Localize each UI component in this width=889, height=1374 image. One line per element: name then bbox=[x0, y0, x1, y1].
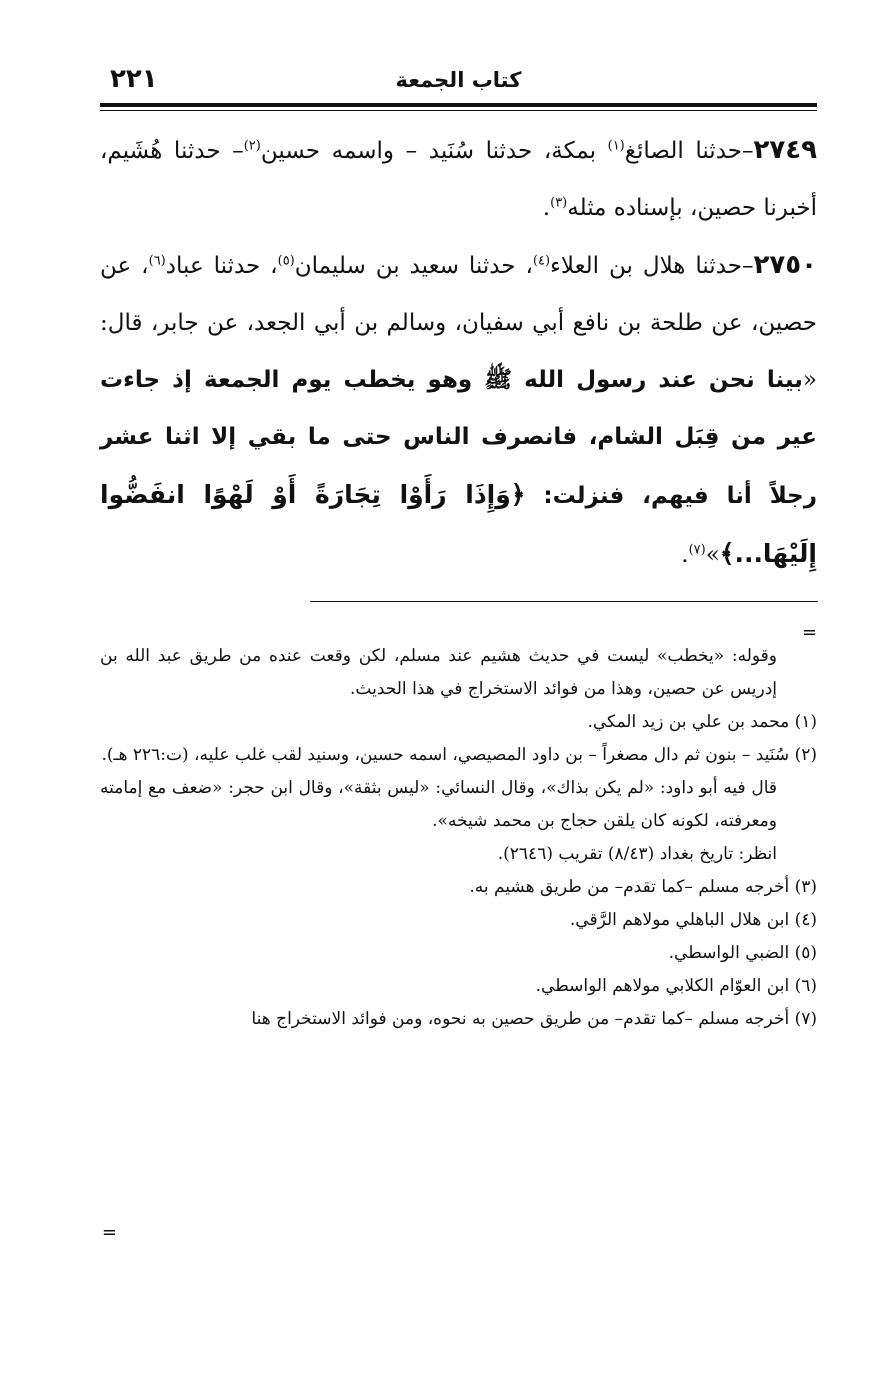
footnote-ref[interactable]: (٣) bbox=[550, 195, 568, 211]
footnote-3: (٣) أخرجه مسلم –كما تقدم– من طريق هشيم به. bbox=[469, 877, 817, 897]
hadith-2750 bbox=[100, 237, 817, 584]
footnote-2-ref: انظر: تاريخ بغداد (٨/٤٣) تقريب (٢٦٤٦). bbox=[497, 844, 777, 864]
footnote-1: (١) محمد بن علي بن زيد المكي. bbox=[587, 712, 817, 732]
footnote-6: (٦) ابن العوّام الكلابي مولاهم الواسطي. bbox=[535, 976, 817, 996]
footnote-7: (٧) أخرجه مسلم –كما تقدم– من طريق حصين به نحوه، ومن فوائد الاستخراج هنا bbox=[251, 1009, 817, 1029]
main-text bbox=[100, 122, 817, 584]
page-header bbox=[100, 62, 817, 102]
hadith-text: –حدثنا هلال بن العلاء bbox=[550, 253, 754, 279]
hadith-matn: بينا نحن عند رسول الله ﷺ وهو يخطب يوم الجمعة إذ جاءت عير من قِبَل الشام، فانصرف الناس حتى ما بقي إلا اثنا عشر رجلاً أنا فيهم، فنزلت: bbox=[100, 367, 817, 509]
footnote-ref[interactable]: (٥) bbox=[277, 253, 295, 269]
header-rule-thick bbox=[100, 103, 817, 107]
header-rule-thin bbox=[100, 110, 817, 111]
footnote-ref[interactable]: (١) bbox=[607, 138, 625, 154]
hadith-number: ٢٧٤٩ bbox=[753, 135, 817, 165]
footnote-continued: وقوله: «يخطب» ليست في حديث هشيم عند مسلم، لكن وقعت عنده من طريق عبد الله بن إدريس عن حصين، وهذا من فوائد الاستخراج في هذا الحديث. bbox=[100, 646, 777, 699]
book-title: كتاب الجمعة bbox=[395, 68, 522, 92]
quote-close: » bbox=[705, 542, 720, 568]
footnote-2-quote: قال فيه أبو داود: «لم يكن بذاك»، وقال النسائي: «ليس بثقة»، وقال ابن حجر: «ضعف مع إمامته ومعرفته، لكونه كان يلقن حجاج بن محمد شيخه». bbox=[100, 778, 777, 831]
footnote-ref[interactable]: (٢) bbox=[243, 138, 261, 154]
period: . bbox=[681, 542, 689, 568]
hadith-text: – حدثنا هُشَيم، أخبرنا حصين، بإسناده مثله bbox=[100, 138, 817, 221]
footnotes bbox=[100, 640, 817, 1036]
footnote-4: (٤) ابن هلال الباهلي مولاهم الرَّقي. bbox=[569, 910, 817, 930]
hadith-number: ٢٧٥٠ bbox=[753, 250, 817, 280]
hadith-2749 bbox=[100, 122, 817, 237]
footnote-2: (٢) سُنَيد – بنون ثم دال مصغراً – بن داود المصيصي، اسمه حسين، وسنيد لقب غلب عليه، (ت:٢٢٦ هـ). bbox=[101, 745, 817, 765]
footnote-divider bbox=[310, 601, 818, 602]
period: . bbox=[542, 195, 551, 221]
continuation-mark-bottom: = bbox=[101, 1222, 117, 1243]
footnote-ref[interactable]: (٤) bbox=[532, 253, 551, 269]
hadith-text: ، حدثنا عباد bbox=[165, 253, 278, 279]
hadith-text: ، عن حصين، عن طلحة بن نافع أبي سفيان، وسالم بن أبي الجعد، عن جابر، قال: « bbox=[100, 253, 817, 393]
quran-verse: ﴿وَإِذَا رَأَوْا تِجَارَةً أَوْ لَهْوًا انفَضُّوا إِلَيْهَا...﴾ bbox=[100, 480, 817, 568]
footnote-ref[interactable]: (٧) bbox=[688, 542, 706, 558]
hadith-text: ، حدثنا سعيد بن سليمان bbox=[294, 253, 533, 279]
page-number: ٢٢١ bbox=[110, 64, 158, 94]
footnote-5: (٥) الضبي الواسطي. bbox=[668, 943, 817, 963]
hadith-text: بمكة، حدثنا سُنَيد – واسمه حسين bbox=[260, 138, 608, 164]
footnote-ref[interactable]: (٦) bbox=[148, 253, 166, 269]
continuation-mark-top: = bbox=[801, 622, 817, 643]
hadith-text: –حدثنا الصائغ bbox=[624, 138, 754, 164]
